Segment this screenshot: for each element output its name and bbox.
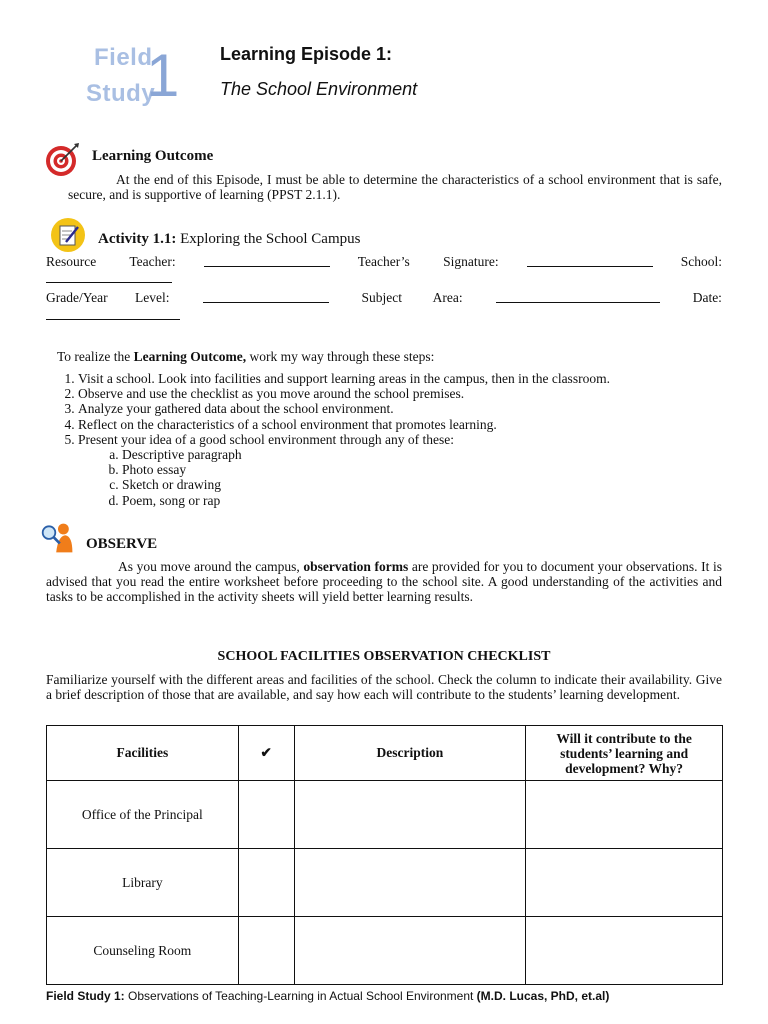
step-item-text: Present your idea of a good school environment through any of these:: [78, 431, 455, 447]
checklist-title: SCHOOL FACILITIES OBSERVATION CHECKLIST: [217, 649, 551, 664]
footer-credit: (M.D. Lucas, PhD, et.al): [476, 989, 610, 1003]
logo-text-study: Study: [86, 80, 156, 107]
steps-intro-bold: Learning Outcome,: [133, 349, 247, 364]
resource-teacher-field[interactable]: [204, 254, 330, 267]
steps-intro: [57, 349, 434, 365]
notepad-pencil-icon: [50, 217, 86, 253]
subject-area-field[interactable]: [496, 290, 660, 303]
step-item: 2. Observe and use the checklist as you move around the school premises.: [78, 386, 722, 401]
check-cell[interactable]: [238, 781, 294, 849]
observe-text: [46, 559, 722, 604]
facility-name: Office of the Principal: [47, 781, 239, 849]
facility-name: Counseling Room: [47, 917, 239, 985]
episode-subtitle: The School Environment: [220, 79, 418, 99]
observe-text-suffix: are provided for you to document your observations. It is advised that you read the entire worksheet before proceeding to the school site. A good understanding of the activities and tasks to be accomplished in the activity sheets will yield better learning results.: [46, 559, 722, 604]
teachers-signature-field[interactable]: [527, 254, 653, 267]
teachers-signature-label: Teacher’s Signature:: [357, 254, 499, 269]
school-field[interactable]: [46, 270, 172, 283]
observe-heading: OBSERVE: [86, 536, 158, 552]
table-row: [47, 849, 723, 917]
sub-step-item: a. Descriptive paragraph: [122, 447, 722, 462]
activity-label: Activity 1.1:: [98, 231, 177, 247]
footer-label: Field Study 1:: [46, 989, 125, 1003]
date-field[interactable]: [46, 307, 180, 320]
learning-outcome-text: At the end of this Episode, I must be able to determine the characteristics of a school environment that is safe, secure, and is supportive of learning (PPST 2.1.1).: [68, 172, 722, 202]
facilities-checklist-table: [46, 725, 723, 985]
step-item: 4. Reflect on the characteristics of a school environment that promotes learning.: [78, 417, 722, 432]
logo-number: 1: [146, 42, 180, 109]
episode-title: Learning Episode 1:: [220, 44, 393, 64]
description-cell[interactable]: [294, 781, 526, 849]
activity-heading: [98, 231, 360, 248]
steps-intro-prefix: To realize the: [57, 349, 134, 364]
header-facilities: Facilities: [47, 726, 239, 781]
page-footer: [46, 989, 609, 1003]
learning-outcome-heading: Learning Outcome: [92, 148, 214, 164]
description-cell[interactable]: [294, 849, 526, 917]
table-row: [47, 781, 723, 849]
header-description: Description: [294, 726, 526, 781]
check-cell[interactable]: [238, 917, 294, 985]
facility-name: Library: [47, 849, 239, 917]
step-item: 3. Analyze your gathered data about the school environment.: [78, 401, 722, 416]
contribution-cell[interactable]: [526, 917, 723, 985]
sub-step-item: d. Poem, song or rap: [122, 493, 722, 508]
contribution-cell[interactable]: [526, 781, 723, 849]
table-header-row: [47, 726, 723, 781]
form-row-1: [46, 254, 722, 270]
steps-list: [54, 371, 722, 508]
observe-text-bold: observation forms: [303, 559, 409, 574]
grade-year-level-field[interactable]: [203, 290, 329, 303]
sub-step-item: b. Photo essay: [122, 462, 722, 477]
field-study-logo: [84, 42, 180, 114]
check-cell[interactable]: [238, 849, 294, 917]
school-label: School:: [680, 254, 722, 269]
sub-step-item: c. Sketch or drawing: [122, 477, 722, 492]
footer-text: Observations of Teaching-Learning in Actual School Environment: [124, 989, 477, 1003]
observe-magnifier-icon: [40, 520, 76, 556]
description-cell[interactable]: [294, 917, 526, 985]
header-contribution: Will it contribute to the students’ learning and development? Why?: [526, 726, 723, 781]
contribution-cell[interactable]: [526, 849, 723, 917]
resource-teacher-label: Resource Teacher:: [46, 254, 176, 269]
step-item: [78, 432, 722, 508]
step-item: 1. Visit a school. Look into facilities and support learning areas in the campus, then in the classroom.: [78, 371, 722, 386]
table-row: [47, 917, 723, 985]
steps-intro-suffix: work my way through these steps:: [246, 349, 435, 364]
date-label: Date:: [692, 290, 722, 305]
grade-year-level-label: Grade/Year Level:: [46, 290, 170, 305]
header-check: ✔: [238, 726, 294, 781]
checklist-instructions: Familiarize yourself with the different areas and facilities of the school. Check the column to indicate their availability. Give a brief description of those that are available, and say how each will contribute to the students’ learning development.: [46, 672, 722, 702]
logo-text-field: Field: [94, 44, 153, 71]
form-row-2: [46, 290, 722, 306]
subject-area-label: Subject Area:: [361, 290, 463, 305]
activity-title: Exploring the School Campus: [180, 231, 361, 247]
observe-text-prefix: As you move around the campus,: [118, 559, 304, 574]
